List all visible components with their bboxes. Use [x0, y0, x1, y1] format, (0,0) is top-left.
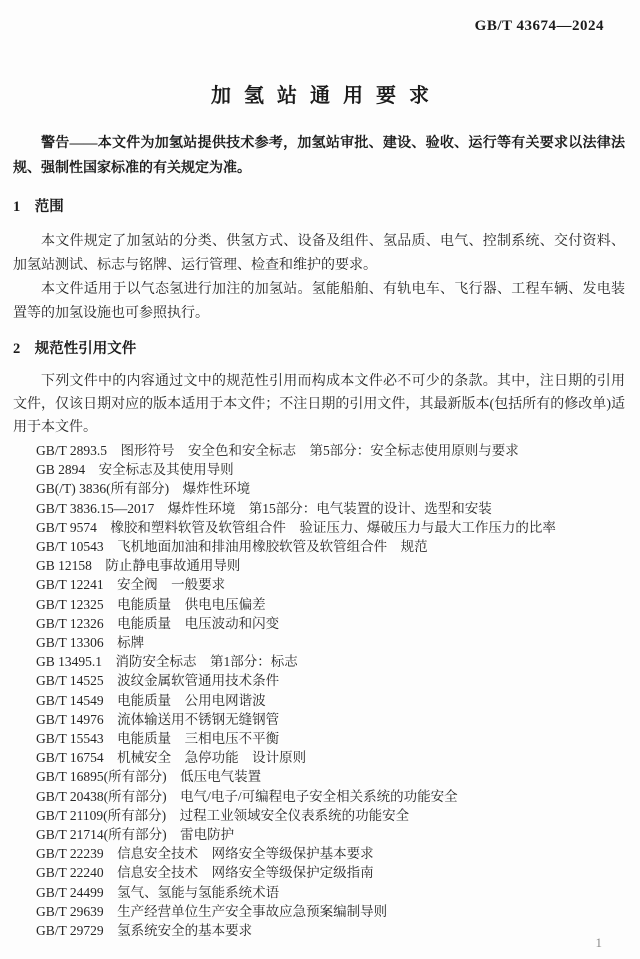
section-heading-normative-references: 2 规范性引用文件 [13, 341, 137, 357]
section-heading-scope: 1 范围 [13, 199, 64, 215]
reference-item: GB/T 3836.15—2017 爆炸性环境 第15部分：电气装置的设计、选型和安装 [36, 500, 492, 516]
reference-item: GB/T 14525 波纹金属软管通用技术条件 [36, 673, 280, 689]
reference-item: GB/T 22239 信息安全技术 网络安全等级保护基本要求 [36, 846, 374, 862]
reference-item: GB/T 22240 信息安全技术 网络安全等级保护定级指南 [36, 865, 374, 881]
normative-references-intro: 下列文件中的内容通过文中的规范性引用而构成本文件必不可少的条款。其中，注日期的引用文件，仅该日期对应的版本适用于本文件；不注日期的引用文件，其最新版本(包括所有的修改单)适用于本文件。 [13, 374, 625, 435]
reference-item: GB/T 24499 氢气、氢能与氢能系统术语 [36, 884, 280, 900]
scope-paragraph-2: 本文件适用于以气态氢进行加注的加氢站。氢能船舶、有轨电车、飞行器、工程车辆、发电装置等的加氢设施也可参照执行。 [13, 282, 625, 321]
reference-item: GB/T 12326 电能质量 电压波动和闪变 [36, 615, 280, 631]
reference-item: GB/T 12325 电能质量 供电电压偏差 [36, 596, 266, 612]
reference-item: GB 13495.1 消防安全标志 第1部分：标志 [36, 654, 298, 670]
reference-item: GB/T 29729 氢系统安全的基本要求 [36, 923, 253, 939]
reference-item: GB/T 2893.5 图形符号 安全色和安全标志 第5部分：安全标志使用原则与要求 [36, 443, 519, 458]
page-number: 1 [595, 935, 602, 950]
reference-item: GB/T 9574 橡胶和塑料软管及软管组合件 验证压力、爆破压力与最大工作压力的比率 [36, 519, 556, 535]
reference-item: GB/T 14549 电能质量 公用电网谐波 [36, 692, 266, 708]
reference-item: GB/T 29639 生产经营单位生产安全事故应急预案编制导则 [36, 903, 388, 919]
reference-item: GB/T 21109(所有部分) 过程工业领域安全仪表系统的功能安全 [36, 807, 410, 823]
reference-item: GB/T 20438(所有部分) 电气/电子/可编程电子安全相关系统的功能安全 [36, 788, 458, 804]
warning-paragraph: 警告——本文件为加氢站提供技术参考，加氢站审批、建设、验收、运行等有关要求以法律法规、强制性国家标准的有关规定为准。 [13, 136, 625, 176]
standard-code-header: GB/T 43674—2024 [474, 18, 604, 34]
document-title: 加氢站通用要求 [211, 85, 442, 107]
reference-item: GB/T 13306 标牌 [36, 635, 145, 651]
scope-paragraph-1: 本文件规定了加氢站的分类、供氢方式、设备及组件、氢品质、电气、控制系统、交付资料、加氢站测试、标志与铭牌、运行管理、检查和维护的要求。 [13, 234, 625, 273]
reference-item: GB/T 21714(所有部分) 雷电防护 [36, 827, 235, 843]
reference-list [13, 441, 625, 940]
reference-item: GB/T 12241 安全阀 一般要求 [36, 577, 226, 593]
reference-item: GB/T 10543 飞机地面加油和排油用橡胶软管及软管组合件 规范 [36, 539, 428, 555]
reference-item: GB/T 16895(所有部分) 低压电气装置 [36, 769, 262, 785]
reference-item: GB/T 16754 机械安全 急停功能 设计原则 [36, 750, 307, 766]
reference-item: GB(/T) 3836(所有部分) 爆炸性环境 [36, 481, 251, 497]
reference-item: GB/T 14976 流体输送用不锈钢无缝钢管 [36, 711, 280, 727]
reference-item: GB/T 15543 电能质量 三相电压不平衡 [36, 731, 280, 747]
reference-item: GB 2894 安全标志及其使用导则 [36, 462, 234, 478]
reference-item: GB 12158 防止静电事故通用导则 [36, 558, 241, 574]
